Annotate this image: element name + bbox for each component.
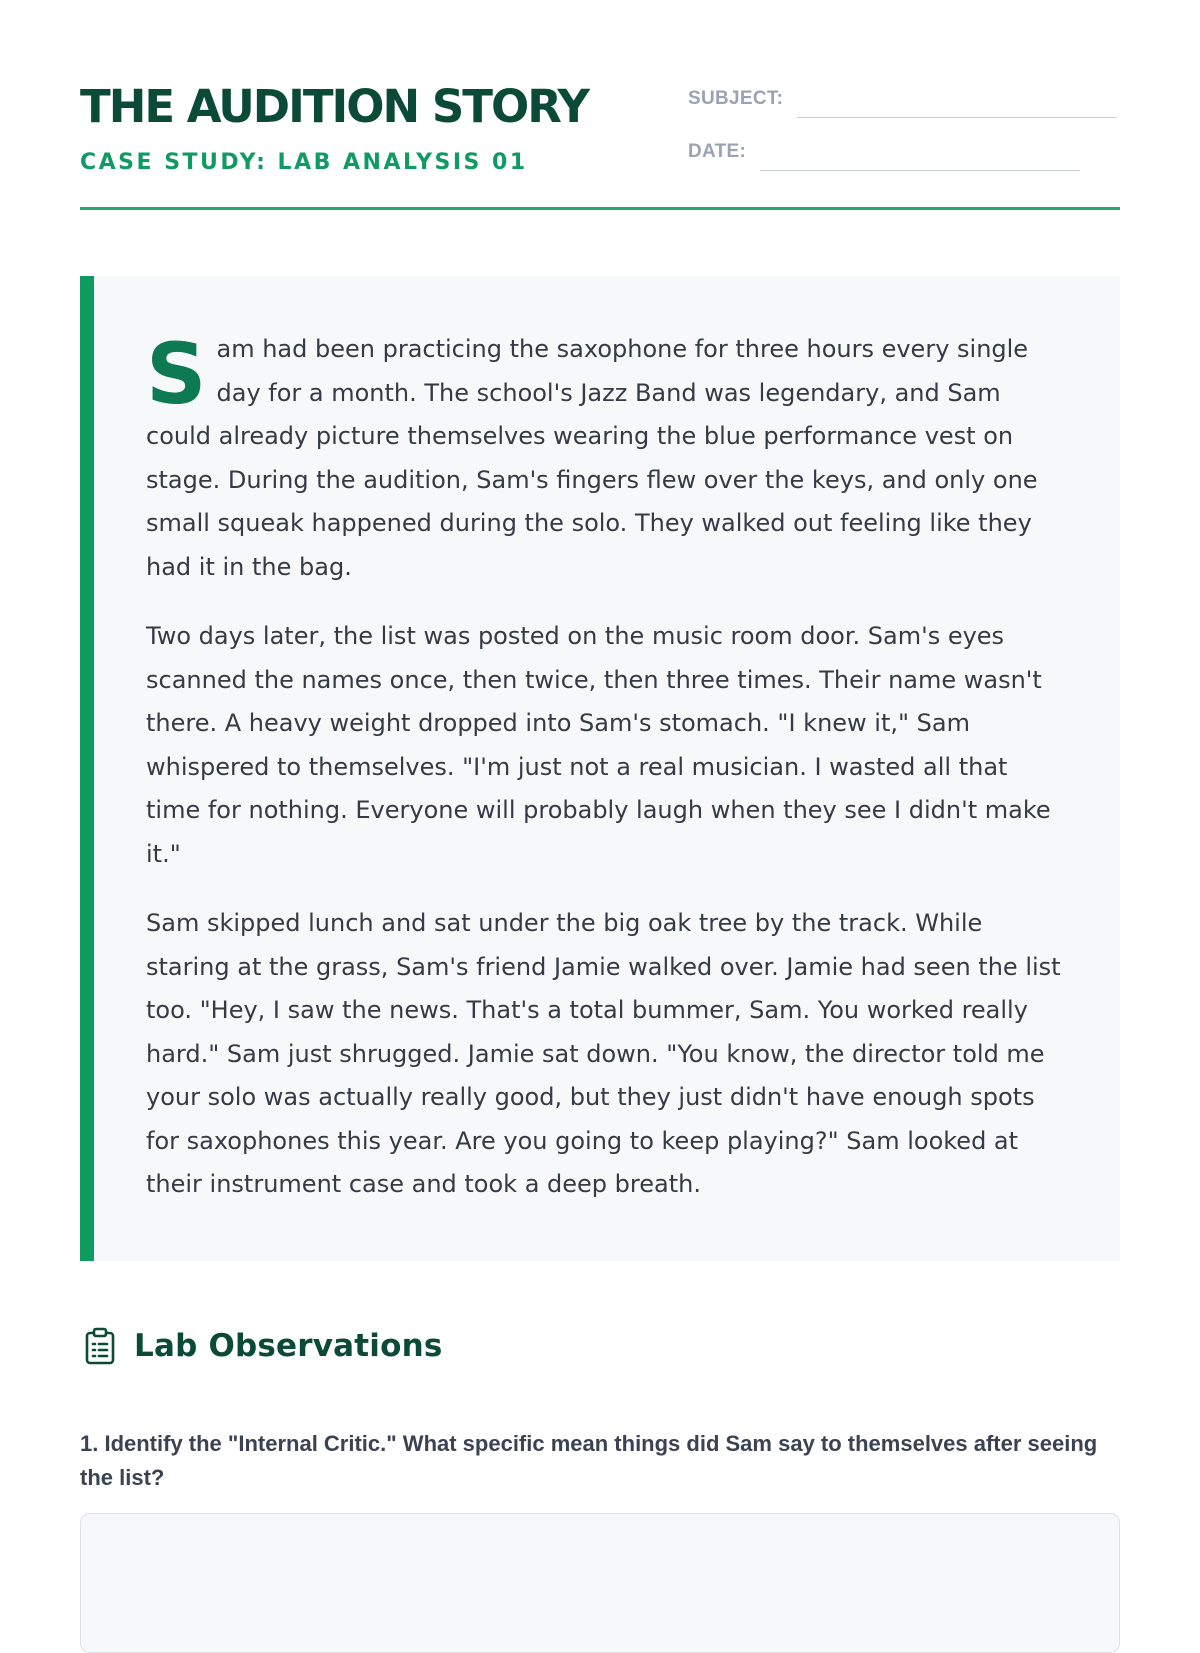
- story-paragraph-text: am had been practicing the saxophone for three hours every single day for a month. The school's Jazz Band was legendary, and Sam could already picture themselves wearing the blue performance vest on stage. During the audition, Sam's fingers flew over the keys, and only one small squeak happened during the solo. They walked out feeling like they had it in the bag.: [146, 335, 1038, 581]
- worksheet-header: [80, 0, 1120, 210]
- question-1: 1. Identify the "Internal Critic." What specific mean things did Sam say to themselves after seeing the list?: [80, 1431, 1098, 1490]
- story-paragraph: Two days later, the list was posted on the music room door. Sam's eyes scanned the names once, then twice, then three times. Their name wasn't there. A heavy weight dropped into Sam's stomach. "I knew it," Sam whispered to themselves. "I'm just not a real musician. I wasted all that time for nothing. Everyone will probably laugh when they see I didn't make it.": [146, 622, 1051, 868]
- answer-box-1[interactable]: [80, 1513, 1120, 1653]
- date-input-line[interactable]: [760, 170, 1080, 171]
- subject-input-line[interactable]: [797, 117, 1117, 118]
- date-label: DATE:: [688, 141, 747, 162]
- subject-field: [688, 88, 1117, 110]
- story-paragraph: [146, 325, 1068, 589]
- subject-label: SUBJECT:: [688, 88, 784, 109]
- observations-title: Lab Observations: [134, 1328, 443, 1364]
- observations-heading: [80, 1326, 443, 1366]
- page-subtitle: CASE STUDY: LAB ANALYSIS 01: [80, 150, 528, 175]
- drop-cap: S: [146, 325, 207, 423]
- date-field: [688, 141, 1080, 163]
- story-paragraph: Sam skipped lunch and sat under the big oak tree by the track. While staring at the grass, Sam's friend Jamie walked over. Jamie had seen the list too. "Hey, I saw the news. That's a total bummer, Sam. You worked really hard." Sam just shrugged. Jamie sat down. "You know, the director told me your solo was actually really good, but they just didn't have enough spots for saxophones this year. Are you going to keep playing?" Sam looked at their instrument case and took a deep breath.: [146, 909, 1061, 1198]
- story-box: [80, 276, 1120, 1261]
- clipboard-icon: [80, 1326, 120, 1366]
- page-title: THE AUDITION STORY: [80, 80, 588, 133]
- worksheet-page: [80, 0, 1120, 1490]
